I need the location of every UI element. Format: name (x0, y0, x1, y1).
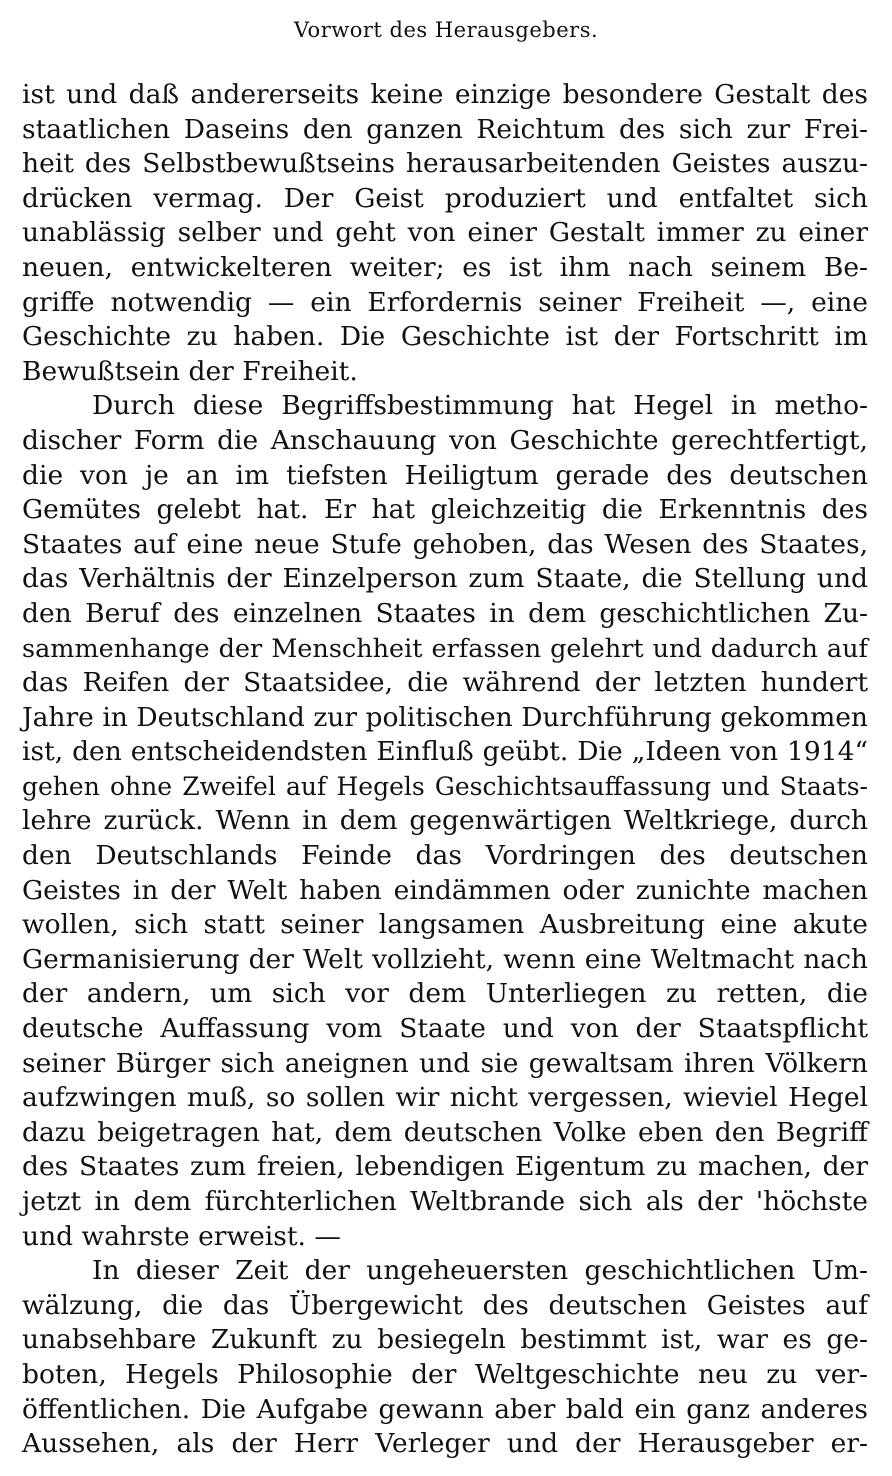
text-line: der andern, um sich vor dem Unterliegen zu retten, die (22, 978, 868, 1010)
body-text (22, 78, 868, 1462)
text-line: gehen ohne Zweifel auf Hegels Geschichtsauffassung und Staats- (22, 771, 868, 801)
text-line: boten, Hegels Philosophie der Weltgeschichte neu zu ver- (22, 1358, 868, 1390)
text-line: das Reifen der Staatsidee, die während der letzten hundert (22, 667, 868, 699)
text-line: wälzung, die das Übergewicht des deutschen Geistes auf (22, 1289, 868, 1321)
text-line: des Staates zum freien, lebendigen Eigentum zu machen, der (22, 1151, 868, 1183)
text-line: In dieser Zeit der ungeheuersten geschichtlichen Um- (92, 1255, 868, 1287)
text-line: und wahrste erweist. — (22, 1220, 341, 1252)
text-line: Germanisierung der Welt vollzieht, wenn eine Weltmacht nach (22, 943, 868, 975)
text-line: jetzt in dem fürchterlichen Weltbrande sich als der 'höchste (22, 1186, 868, 1217)
text-line: den Beruf des einzelnen Staates in dem geschichtlichen Zu- (22, 597, 868, 629)
text-line: seiner Bürger sich aneignen und sie gewaltsam ihren Völkern (22, 1047, 868, 1079)
text-line: das Verhältnis der Einzelperson zum Staate, die Stellung und (22, 563, 868, 595)
text-line: discher Form die Anschauung von Geschichte gerechtfertigt, (22, 424, 868, 456)
text-line: Geistes in der Welt haben eindämmen oder zunichte machen (22, 874, 868, 906)
text-line: Staates auf eine neue Stufe gehoben, das Wesen des Staates, (22, 528, 868, 560)
text-line: unabsehbare Zukunft zu besiegeln bestimmt ist, war es ge- (22, 1324, 868, 1356)
text-line: dazu beigetragen hat, dem deutschen Volke eben den Begriff (22, 1116, 868, 1148)
text-line: deutsche Auffassung vom Staate und von der Staatspflicht (22, 1013, 868, 1045)
text-line: drücken vermag. Der Geist produziert und entfaltet sich (22, 182, 868, 214)
text-line: den Deutschlands Feinde das Vordringen des deutschen (22, 840, 868, 872)
text-line: ist und daß andererseits keine einzige besondere Gestalt des (22, 79, 868, 110)
text-line: unablässig selber und geht von einer Gestalt immer zu einer (22, 217, 868, 249)
text-line: griffe notwendig — ein Erfordernis seiner Freiheit —, eine (22, 286, 868, 318)
text-line: Geschichte zu haben. Die Geschichte ist der Fortschritt im (22, 321, 868, 353)
text-line: Gemütes gelebt hat. Er hat gleichzeitig die Erkenntnis des (22, 494, 868, 526)
text-line: staatlichen Daseins den ganzen Reichtum des sich zur Frei- (22, 113, 868, 145)
text-line: aufzwingen muß, so sollen wir nicht vergessen, wieviel Hegel (22, 1082, 868, 1114)
text-line: öffentlichen. Die Aufgabe gewann aber bald ein ganz anderes (22, 1393, 868, 1425)
text-line: Aussehen, als der Herr Verleger und der Herausgeber er- (22, 1428, 868, 1460)
text-line: Jahre in Deutschland zur politischen Durchführung gekommen (22, 701, 868, 733)
text-line: sammenhange der Menschheit erfassen gelehrt und dadurch auf (22, 633, 868, 664)
text-line: ist, den entscheidendsten Einfluß geübt. Die „Ideen von 1914“ (22, 736, 868, 768)
text-line: wollen, sich statt seiner langsamen Ausbreitung eine akute (22, 909, 868, 941)
text-line: die von je an im tiefsten Heiligtum gerade des deutschen (22, 459, 868, 491)
text-line: Bewußtsein der Freiheit. (22, 355, 358, 387)
running-head: Vorwort des Herausgebers. (293, 18, 599, 42)
text-line: neuen, entwickelteren weiter; es ist ihm nach seinem Be- (22, 251, 868, 283)
text-line: heit des Selbstbewußtseins herausarbeitenden Geistes auszu- (22, 148, 868, 180)
text-line: lehre zurück. Wenn in dem gegenwärtigen Weltkriege, durch (22, 805, 868, 837)
text-line: Durch diese Begriffsbestimmung hat Hegel in metho- (92, 390, 868, 422)
